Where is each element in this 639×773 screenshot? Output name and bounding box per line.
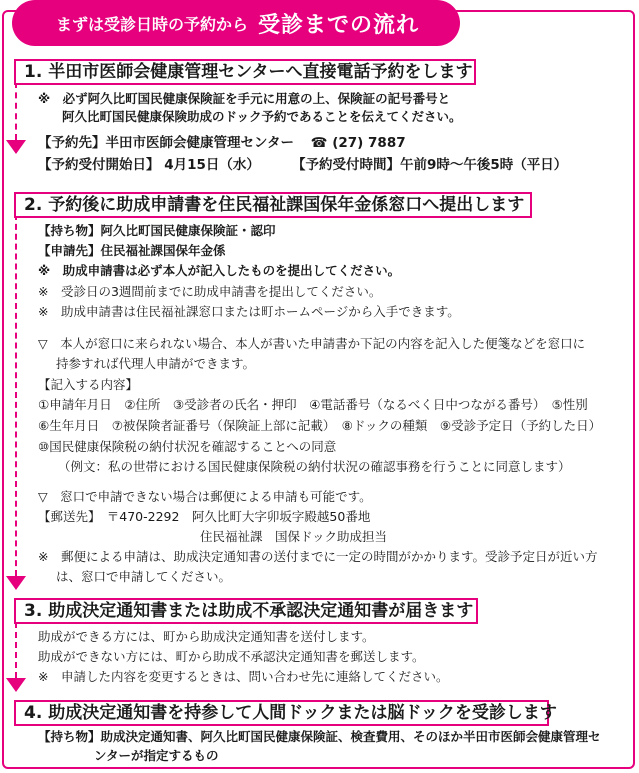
step3-line1: 助成ができる方には、町から助成決定通知書を送付します。 (38, 629, 375, 644)
step3-line2: 助成ができない方には、町から助成不承認決定通知書を郵送します。 (38, 649, 425, 664)
connector-2 (15, 214, 17, 576)
step1-contact (38, 134, 406, 152)
step2-mail-dept: 住民福祉課 国保ドック助成担当 (200, 529, 388, 544)
step2-mail-note: ▽ 窓口で申請できない場合は郵便による申請も可能です。 (38, 489, 372, 504)
step2-fill-label: 【記入する内容】 (38, 377, 139, 392)
connector-3 (15, 622, 17, 678)
step4-heading: 4. 助成決定通知書を持参して人間ドックまたは脳ドックを受診します (14, 700, 549, 726)
step2-proxy-cont: 持参すれば代理人申請ができます。 (56, 356, 256, 371)
step1-note: ※ 必ず阿久比町国民健康保険証を手元に用意の上、保険証の記号番号と (38, 91, 451, 106)
step4-items-cont: ンターが指定するもの (94, 748, 219, 763)
arrow-down-icon (6, 140, 26, 154)
phone-number: (27) 7887 (332, 135, 406, 151)
step2-items: 【持ち物】阿久比町国民健康保険証・認印 (38, 223, 276, 238)
step2-heading: 2. 予約後に助成申請書を住民福祉課国保年金係窓口へ提出します (14, 192, 532, 218)
step2-mail-warning: ※ 郵便による申請は、助成決定通知書の送付までに一定の時間がかかります。受診予定日が近い方 (38, 549, 598, 564)
step3-heading: 3. 助成決定通知書または助成不承認決定通知書が届きます (14, 598, 478, 624)
page-title: 受診までの流れ (258, 12, 420, 38)
title-subtitle: まずは受診日時の予約から (56, 14, 249, 34)
step1-start-date: 【予約受付開始日】 4月15日（水） (38, 157, 260, 173)
step2-note1: ※ 助成申請書は必ず本人が記入したものを提出してください。 (38, 263, 401, 278)
step2-note2: ※ 受診日の3週間前までに助成申請書を提出してください。 (38, 284, 382, 299)
step1-note-cont: 阿久比町国民健康保険助成のドック予約であることを伝えてください。 (62, 109, 462, 124)
arrow-down-icon (6, 678, 26, 692)
connector-1 (15, 82, 17, 140)
step3-line3: ※ 申請した内容を変更するときは、問い合わせ先に連絡してください。 (38, 669, 449, 684)
step1-heading: 1. 半田市医師会健康管理センターへ直接電話予約をします (14, 59, 476, 85)
step2-fill-line2: ⑥生年月日 ⑦被保険者証番号（保険証上部に記載） ⑧ドックの種類 ⑨受診予定日（予約した日） (38, 418, 602, 433)
arrow-down-icon (6, 576, 26, 590)
step2-mail-address: 【郵送先】 〒470-2292 阿久比町大字卯坂字殿越50番地 (38, 509, 371, 524)
step4-items: 【持ち物】助成決定通知書、阿久比町国民健康保険証、検査費用、そのほか半田市医師会健康管理セ (38, 729, 601, 744)
step2-fill-line3: ⑩国民健康保険税の納付状況を確認することへの同意 (38, 439, 337, 454)
step1-hours: 【予約受付時間】午前9時〜午後5時（平日） (292, 157, 568, 173)
phone-icon: ☎ (310, 135, 328, 151)
title-banner (12, 0, 460, 46)
step2-note3: ※ 助成申請書は住民福祉課窓口または町ホームページから入手できます。 (38, 304, 460, 319)
step2-fill-example: （例文：私の世帯における国民健康保険税の納付状況の確認事務を行うことに同意します） (58, 459, 571, 474)
step2-mail-warning-cont: は、窓口で申請してください。 (56, 569, 232, 584)
step2-proxy: ▽ 本人が窓口に来られない場合、本人が書いた申請書か下記の内容を記入した便箋などを窓口に (38, 336, 586, 351)
contact-label: 【予約先】半田市医師会健康管理センター (38, 135, 294, 151)
step2-fill-line1: ①申請年月日 ②住所 ③受診者の氏名・押印 ④電話番号（なるべく日中つながる番号） ⑤性別 (38, 397, 588, 412)
step2-applicant: 【申請先】住民福祉課国保年金係 (38, 243, 226, 258)
